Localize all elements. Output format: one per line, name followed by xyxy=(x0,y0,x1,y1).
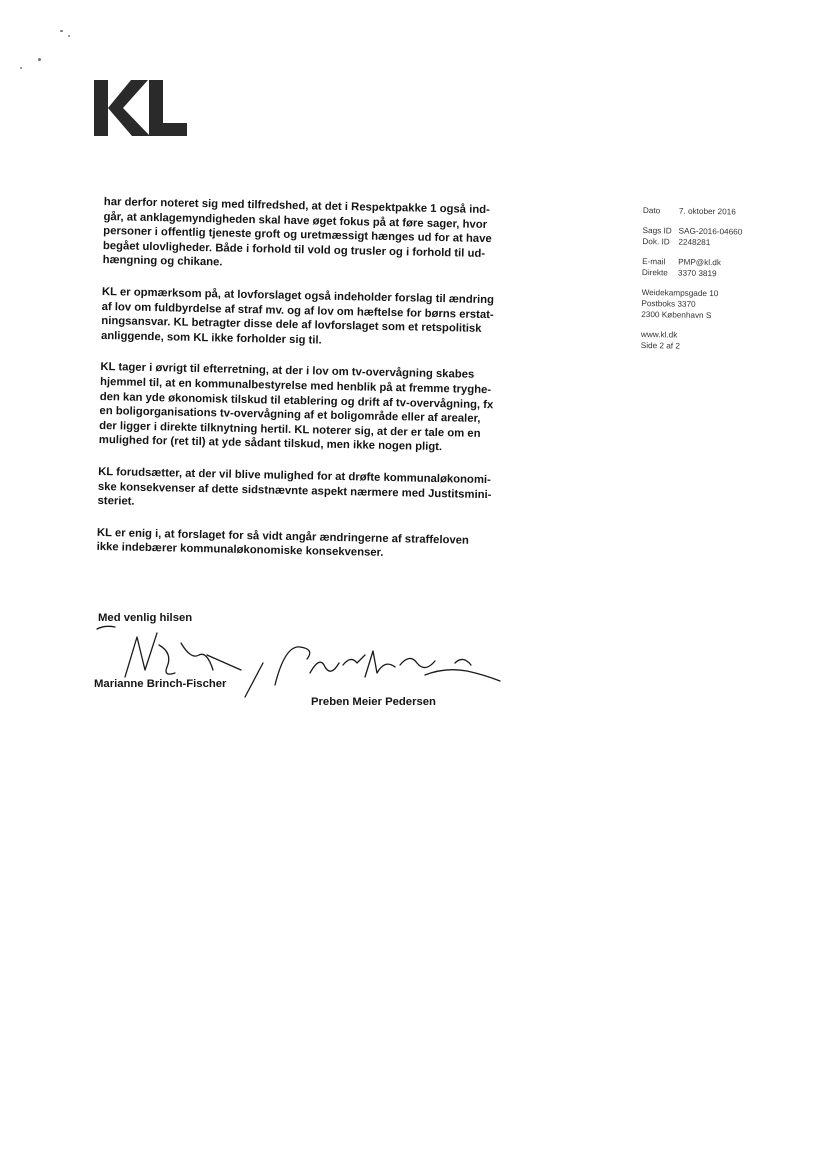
phone-label: Direkte xyxy=(641,267,668,278)
paragraph: har derfor noteret sig med tilfredshed, at det i Respektpakke 1 også ind- går, at anklagemyndigheden skal have øget fokus på at føre sager, hvor personer i offentlig tjeneste groft og uretmæssigt hænges ud for at have begået ulovligheder. Både i forhold til vold og trusler og i forhold til ud- hængning og chikane. xyxy=(102,195,492,269)
paragraph: KL er enig i, at forslaget for så vidt angår ændringerne af straffeloven ikke indebærer kommunaløkonomiske konsekvenser. xyxy=(96,526,470,560)
email-value: PMP@kl.dk xyxy=(678,257,722,268)
signatory-name: Preben Meier Pedersen xyxy=(311,696,436,708)
scan-speck xyxy=(60,30,63,32)
closing-greeting: Med venlig hilsen xyxy=(98,612,193,624)
address-line: Postboks 3370 xyxy=(641,298,696,309)
paragraph: KL er opmærksom på, at lovforslaget også indeholder forslag til ændring af lov om fuldbyrdelse af straf mv. og af lov om hæftelse for børns erstat- ningsansvar. KL betragter disse dele af lovforslaget som et retspolitisk anliggende, som KL ikke forholder sig til. xyxy=(100,285,495,347)
scan-speck xyxy=(20,67,22,69)
phone-value: 3370 3819 xyxy=(677,268,717,279)
email-label: E-mail xyxy=(642,256,666,267)
address-group xyxy=(641,287,801,323)
website: www.kl.dk xyxy=(640,329,678,340)
web-group xyxy=(641,329,801,354)
ids-group xyxy=(642,225,802,250)
handwritten-signatures xyxy=(95,615,515,710)
address-line: Weidekampsgade 10 xyxy=(641,287,719,299)
date-label: Dato xyxy=(642,205,661,216)
date-group xyxy=(643,205,803,219)
scan-speck xyxy=(68,35,70,37)
paragraph: KL forudsætter, at der vil blive mulighed for at drøfte kommunaløkonomi- ske konsekvenser af dette sidstnævnte aspekt nærmere med Justitsmini- steriet. xyxy=(97,465,492,508)
address-line: 2300 København S xyxy=(641,309,712,321)
doc-id-value: 2248281 xyxy=(678,237,711,248)
signatory-name: Marianne Brinch-Fischer xyxy=(94,678,227,690)
doc-id-label: Dok. ID xyxy=(642,236,670,247)
contact-group xyxy=(642,256,802,281)
scan-speck xyxy=(38,58,41,61)
letter-body xyxy=(96,195,544,581)
date-value: 7. oktober 2016 xyxy=(678,206,736,217)
document-metadata xyxy=(641,205,803,362)
case-id-label: Sags ID xyxy=(642,225,672,236)
case-id-value: SAG-2016-04660 xyxy=(678,226,743,237)
kl-logo xyxy=(93,78,189,138)
paragraph: KL tager i øvrigt til efterretning, at der i lov om tv-overvågning skabes hjemmel til, at en kommunalbestyrelse med henblik på at fremme tryghe- den kan yde økonomisk tilskud til etablering og drift af tv-overvågning, fx en boligorganisations tv-overvågning af et boligområde eller af arealer, der ligger i direkte tilknytning hertil. KL noterer sig, at der er tale om en mulighed for (ret til) at yde sådant tilskud, men ikke nogen pligt. xyxy=(98,361,494,454)
page-number: Side 2 af 2 xyxy=(640,340,681,351)
